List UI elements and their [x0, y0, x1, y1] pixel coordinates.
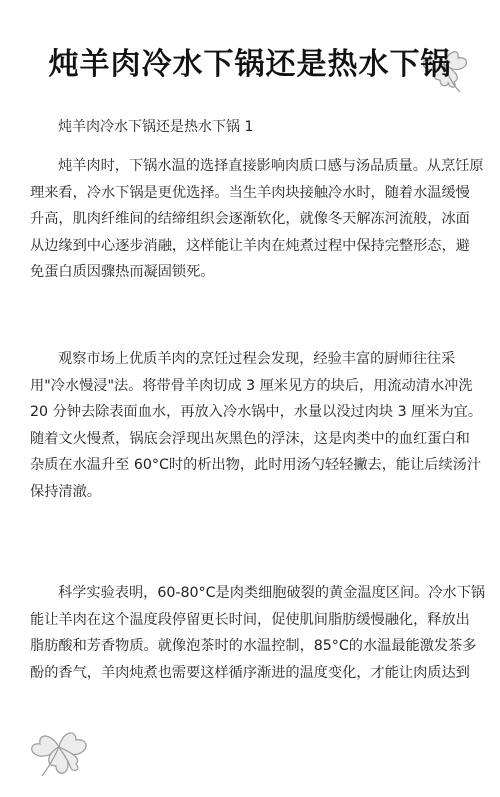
paragraph-line: 免蛋白质因骤热而凝固锁死。 [30, 264, 215, 280]
page-title: 炖羊肉冷水下锅还是热水下锅 [48, 47, 452, 82]
paragraph-line: 酚的香气，羊肉炖煮也需要这样循序渐进的温度变化，才能让肉质达到 [30, 664, 470, 681]
paragraph-line: 20 分钟去除表面血水，再放入冷水锅中，水量以没过肉块 3 厘米为宜。 [30, 404, 483, 420]
paragraph [30, 153, 484, 286]
paragraph-line: 保持清澈。 [30, 483, 101, 500]
paragraph [30, 346, 483, 505]
paragraph-line: 随着文火慢煮，锅底会浮现出灰黑色的浮沫，这是肉类中的血红蛋白和 [30, 430, 470, 447]
paragraph [30, 580, 486, 686]
page-subtitle: 炖羊肉冷水下锅还是热水下锅 1 [58, 119, 254, 135]
paragraph-line: 脂肪酸和芳香物质。就像泡茶时的水温控制，85°C的水温最能激发茶多 [30, 638, 477, 654]
paragraph-line: 升高，肌肉纤维间的结缔组织会逐渐软化，就像冬天解冻河流般，冰面 [30, 211, 470, 227]
paragraph-line: 杂质在水温升至 60°C时的析出物，此时用汤勺轻轻撇去，能让后续汤汁 [30, 457, 482, 473]
clover-icon [26, 714, 92, 780]
paragraph-line: 理来看，冷水下锅是更优选择。当生羊肉块接触冷水时，随着水温缓慢 [30, 184, 470, 201]
paragraph-line: 科学实验表明，60-80°C是肉类细胞破裂的黄金温度区间。冷水下锅 [58, 585, 486, 601]
paragraph-line: 从边缘到中心逐步消融，这样能让羊肉在炖煮过程中保持完整形态，避 [30, 237, 470, 254]
paragraph-line: 用"冷水慢浸"法。将带骨羊肉切成 3 厘米见方的块后，用流动清水冲洗 [30, 377, 473, 394]
paragraph-line: 炖羊肉时，下锅水温的选择直接影响肉质口感与汤品质量。从烹饪原 [58, 158, 484, 174]
paragraph-line: 能让羊肉在这个温度段停留更长时间，促使肌间脂肪缓慢融化，释放出 [30, 611, 470, 628]
paragraph-line: 观察市场上优质羊肉的烹饪过程会发现，经验丰富的厨师往往采 [58, 351, 456, 367]
